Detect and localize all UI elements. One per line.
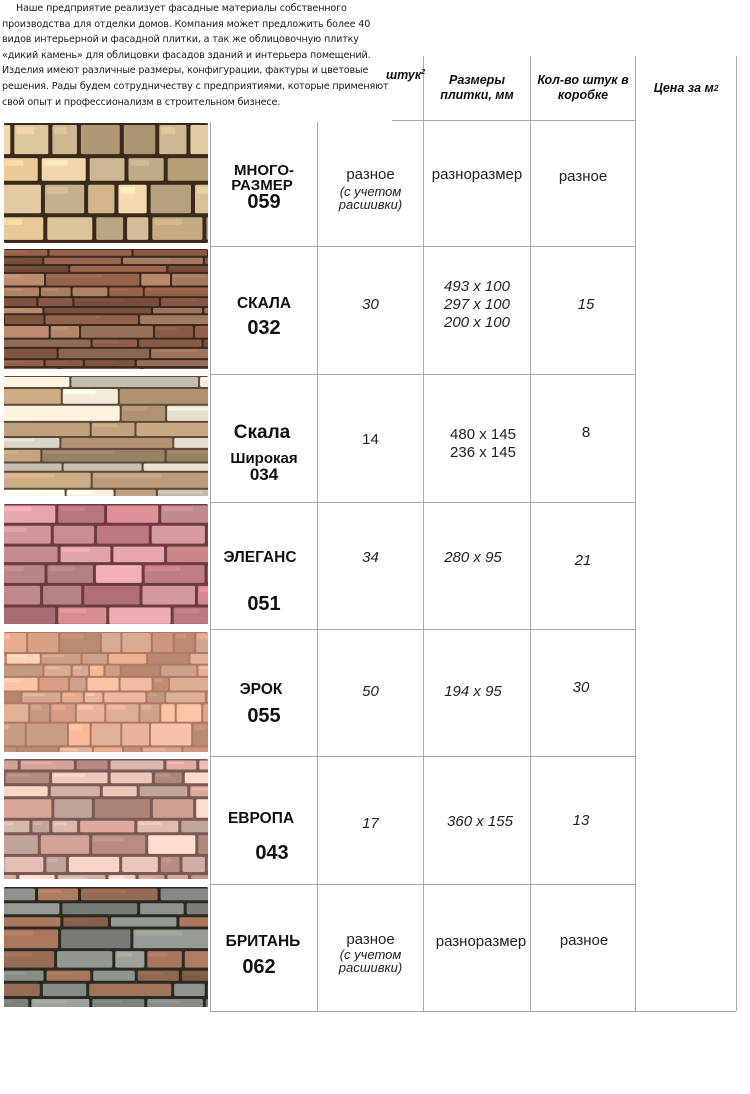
row-divider [210,1011,636,1012]
product-code: 043 [255,842,289,864]
column-divider [635,56,636,1011]
qty-per-m2: 50 [362,683,379,700]
product-name: МНОГО- РАЗМЕР 059 [211,163,317,213]
tile-size: 280 x 95 [444,549,502,566]
qty-per-box: 30 [572,679,590,696]
header-qty-per-box: Кол-во штук в коробке [537,73,629,102]
tile-size: разноразмер [431,166,523,183]
qty-per-box: 13 [572,812,590,829]
qty-per-box: 21 [574,552,592,569]
product-name: ЭРОК 055 [211,682,317,727]
product-code: 059 [247,191,281,213]
product-code: 062 [242,956,276,978]
qty-per-m2: 17 [362,815,379,832]
intro-line: решения. Рады будем сотрудничеству с предприятиями, которые применяют [2,80,389,92]
qty-per-m2: 30 [362,296,379,313]
tile-size: разноразмер [435,933,527,950]
stone-swatch-051 [4,504,208,624]
qty-per-m2: 14 [362,431,379,448]
stone-texture-image [4,887,208,1007]
tile-size: 493 x 100 297 x 100 200 x 100 [444,278,510,331]
stone-texture-image [4,249,208,369]
product-name: БРИТАНЬ 062 [211,934,317,978]
product-code: 034 [249,465,279,484]
qty-per-m2: 34 [362,549,379,566]
tile-size: 360 x 155 [447,813,513,830]
company-intro [0,0,392,122]
qty-per-m2: разное (с учетом расшивки) [338,166,403,212]
product-code: 055 [247,705,281,727]
header-price: Цена за м 2 [653,80,719,95]
intro-line: «дикий камень» для облицовки фасадов зданий и интерьера помещений. [2,49,371,61]
product-code: 051 [247,593,281,615]
stone-swatch-034 [4,376,208,496]
stone-texture-image [4,504,208,624]
stone-texture-image [4,632,208,752]
qty-per-box: 15 [577,296,595,313]
qty-per-box: разное [559,932,609,949]
intro-line: Наше предприятие реализует фасадные материалы собственного [16,3,347,14]
stone-texture-image [4,759,208,879]
tile-size: 194 x 95 [444,683,502,700]
stone-swatch-059 [4,123,208,243]
stone-swatch-043 [4,759,208,879]
column-divider [530,56,531,1011]
intro-line: видов интерьерной и фасадной плитки, а так же облицовочную плитку [2,34,359,46]
column-divider [736,56,737,1011]
tile-size: 480 x 145 236 x 145 [450,426,516,461]
product-name: ЕВРОПА 043 [211,811,317,864]
stone-swatch-032 [4,249,208,369]
product-name: СКАЛА 032 [211,296,317,339]
stone-texture-image [4,123,208,243]
column-divider [423,56,424,1011]
intro-line: производства для отделки домов. Компания может предложить более 40 [2,18,371,30]
header-tile-size: Размеры плитки, мм [440,73,514,102]
stone-texture-image [4,376,208,496]
qty-per-box: разное [558,168,608,185]
stone-swatch-055 [4,632,208,752]
stone-swatch-062 [4,887,208,1007]
header-qty-per-m2: штук$^2$ [386,68,426,82]
row-divider [636,1011,736,1012]
intro-line: Изделия имеют различные размеры, конфигурации, фактуры и цветовые [2,65,369,77]
product-name: ЭЛЕГАНС 051 [211,550,317,615]
product-code: 032 [247,317,281,339]
product-name: Скала Широкая 034 [211,423,317,484]
qty-per-m2: разное (с учетом расшивки) [338,931,403,975]
qty-per-box: 8 [581,424,591,441]
intro-line: свой опыт и профессионализм в строительном бизнесе. [2,96,281,108]
